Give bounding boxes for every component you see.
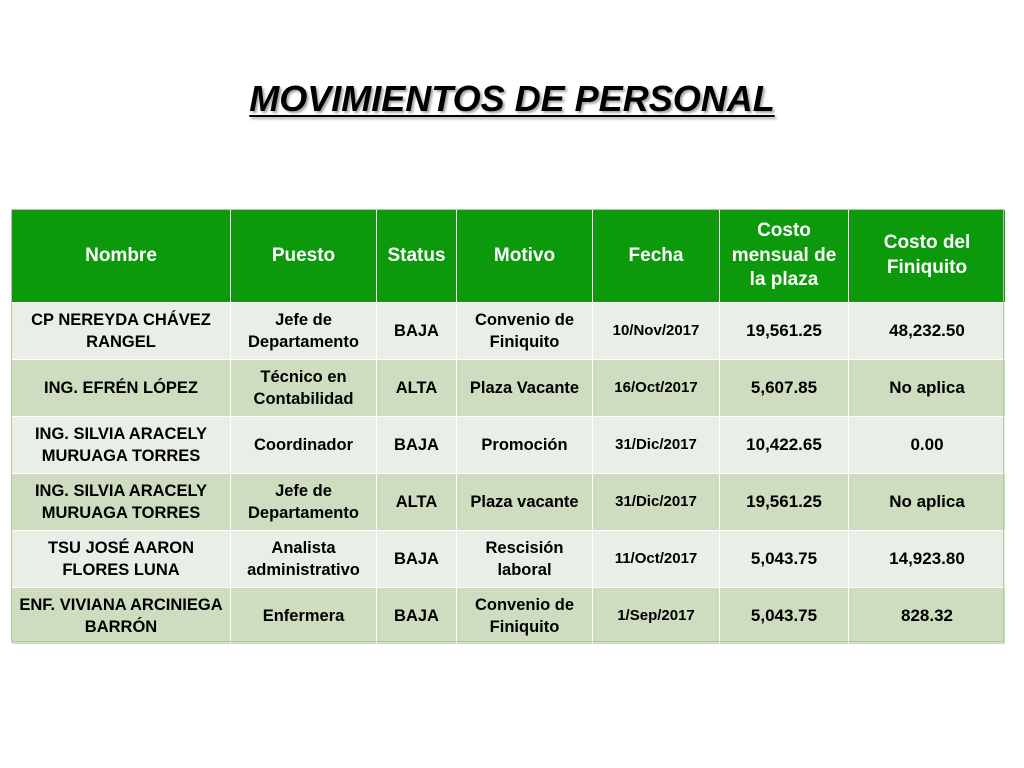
cell-costo-mensual: 19,561.25 xyxy=(720,303,849,360)
cell-fecha: 16/Oct/2017 xyxy=(593,360,720,417)
cell-costo-finiquito: 828.32 xyxy=(849,588,1006,645)
header-motivo: Motivo xyxy=(457,210,593,303)
cell-status: BAJA xyxy=(377,417,457,474)
cell-motivo: Plaza vacante xyxy=(457,474,593,531)
cell-costo-finiquito: 0.00 xyxy=(849,417,1006,474)
cell-fecha: 31/Dic/2017 xyxy=(593,417,720,474)
cell-nombre: CP NEREYDA CHÁVEZ RANGEL xyxy=(12,303,231,360)
cell-motivo: Promoción xyxy=(457,417,593,474)
cell-fecha: 11/Oct/2017 xyxy=(593,531,720,588)
table-row xyxy=(12,531,1006,588)
table-row xyxy=(12,417,1006,474)
personnel-table xyxy=(11,209,1006,645)
table-row xyxy=(12,303,1006,360)
cell-fecha: 31/Dic/2017 xyxy=(593,474,720,531)
table-row xyxy=(12,588,1006,645)
cell-status: ALTA xyxy=(377,474,457,531)
cell-costo-mensual: 19,561.25 xyxy=(720,474,849,531)
cell-nombre: ENF. VIVIANA ARCINIEGA BARRÓN xyxy=(12,588,231,645)
cell-puesto: Coordinador xyxy=(231,417,377,474)
table-header-row xyxy=(12,210,1006,303)
cell-costo-mensual: 5,043.75 xyxy=(720,531,849,588)
cell-nombre: TSU JOSÉ AARON FLORES LUNA xyxy=(12,531,231,588)
cell-puesto: Jefe de Departamento xyxy=(231,303,377,360)
cell-nombre: ING. EFRÉN LÓPEZ xyxy=(12,360,231,417)
cell-motivo: Rescisión laboral xyxy=(457,531,593,588)
header-costo-finiquito: Costo del Finiquito xyxy=(849,210,1006,303)
cell-costo-mensual: 5,607.85 xyxy=(720,360,849,417)
cell-costo-finiquito: No aplica xyxy=(849,474,1006,531)
cell-costo-finiquito: 48,232.50 xyxy=(849,303,1006,360)
cell-puesto: Jefe de Departamento xyxy=(231,474,377,531)
header-status: Status xyxy=(377,210,457,303)
page-title: MOVIMIENTOS DE PERSONAL xyxy=(249,78,775,119)
cell-motivo: Convenio de Finiquito xyxy=(457,588,593,645)
cell-nombre: ING. SILVIA ARACELY MURUAGA TORRES xyxy=(12,474,231,531)
cell-status: ALTA xyxy=(377,360,457,417)
cell-fecha: 1/Sep/2017 xyxy=(593,588,720,645)
cell-status: BAJA xyxy=(377,303,457,360)
cell-costo-finiquito: No aplica xyxy=(849,360,1006,417)
header-fecha: Fecha xyxy=(593,210,720,303)
cell-costo-mensual: 5,043.75 xyxy=(720,588,849,645)
table-row xyxy=(12,360,1006,417)
header-nombre: Nombre xyxy=(12,210,231,303)
cell-status: BAJA xyxy=(377,588,457,645)
cell-nombre: ING. SILVIA ARACELY MURUAGA TORRES xyxy=(12,417,231,474)
cell-motivo: Plaza Vacante xyxy=(457,360,593,417)
cell-status: BAJA xyxy=(377,531,457,588)
header-costo-mensual: Costo mensual de la plaza xyxy=(720,210,849,303)
cell-puesto: Técnico en Contabilidad xyxy=(231,360,377,417)
cell-puesto: Enfermera xyxy=(231,588,377,645)
cell-costo-finiquito: 14,923.80 xyxy=(849,531,1006,588)
cell-puesto: Analista administrativo xyxy=(231,531,377,588)
cell-fecha: 10/Nov/2017 xyxy=(593,303,720,360)
table-row xyxy=(12,474,1006,531)
cell-motivo: Convenio de Finiquito xyxy=(457,303,593,360)
header-puesto: Puesto xyxy=(231,210,377,303)
cell-costo-mensual: 10,422.65 xyxy=(720,417,849,474)
